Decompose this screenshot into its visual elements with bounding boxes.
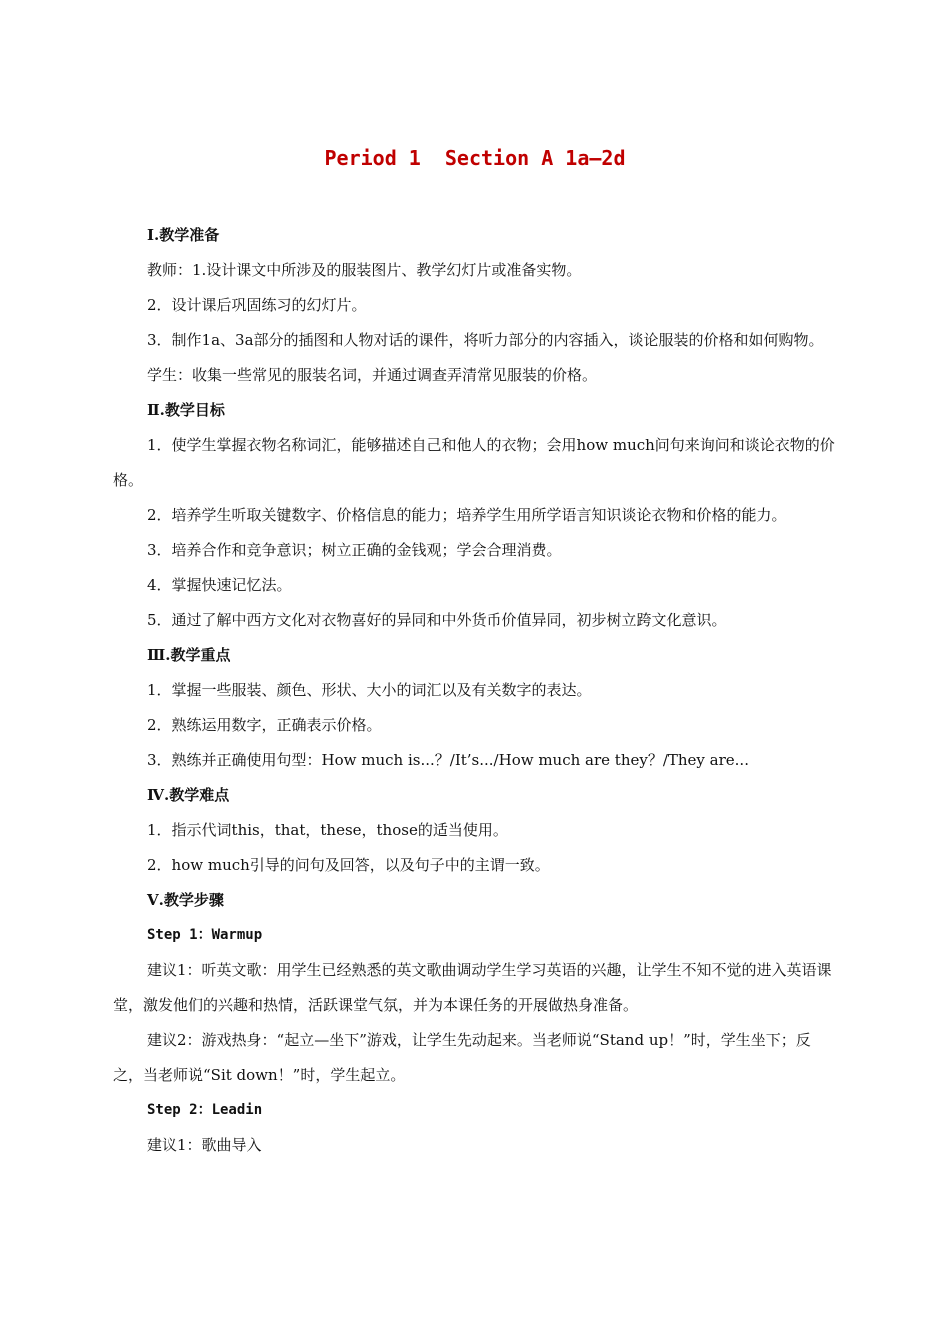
paragraph: 3．培养合作和竞争意识；树立正确的金钱观；学会合理消费。 — [147, 541, 562, 559]
step-1-label: Step 1：Warmup — [147, 927, 263, 943]
page-title: Period 1 Section A 1a—2d — [324, 146, 626, 170]
paragraph: 2．设计课后巩固练习的幻灯片。 — [147, 296, 367, 314]
paragraph: 4．掌握快速记忆法。 — [147, 576, 292, 594]
paragraph: 建议1：听英文歌：用学生已经熟悉的英文歌曲调动学生学习英语的兴趣，让学生不知不觉的进入英语课堂，激发他们的兴趣和热情，活跃课堂气氛，并为本课任务的开展做热身准备。 — [113, 961, 832, 1014]
document-body — [113, 218, 838, 1163]
section-heading-steps: Ⅴ.教学步骤 — [147, 891, 224, 909]
paragraph: 2．培养学生听取关键数字、价格信息的能力；培养学生用所学语言知识谈论衣物和价格的能力。 — [147, 506, 787, 524]
paragraph: 2．how much引导的问句及回答，以及句子中的主谓一致。 — [147, 856, 550, 874]
paragraph: 教师：1.设计课文中所涉及的服装图片、教学幻灯片或准备实物。 — [147, 261, 582, 279]
paragraph: 1．掌握一些服装、颜色、形状、大小的词汇以及有关数字的表达。 — [147, 681, 592, 699]
paragraph: 3．制作1a、3a部分的插图和人物对话的课件，将听力部分的内容插入，谈论服装的价格和如何购物。 — [147, 331, 824, 349]
section-heading-prep: Ⅰ.教学准备 — [147, 226, 220, 244]
paragraph: 1．使学生掌握衣物名称词汇，能够描述自己和他人的衣物；会用how much问句来询问和谈论衣物的价格。 — [113, 436, 835, 489]
paragraph: 3．熟练并正确使用句型：How much is...？/It’s.../How much are they？/They are... — [147, 751, 749, 769]
section-heading-key-points: Ⅲ.教学重点 — [147, 646, 231, 664]
paragraph: 5．通过了解中西方文化对衣物喜好的异同和中外货币价值异同，初步树立跨文化意识。 — [147, 611, 727, 629]
paragraph: 建议2：游戏热身：“起立—坐下”游戏，让学生先动起来。当老师说“Stand up！”时，学生坐下；反之，当老师说“Sit down！”时，学生起立。 — [113, 1031, 811, 1084]
paragraph: 2．熟练运用数字，正确表示价格。 — [147, 716, 382, 734]
paragraph: 1．指示代词this，that，these，those的适当使用。 — [147, 821, 508, 839]
paragraph: 建议1：歌曲导入 — [147, 1136, 262, 1154]
section-heading-goals: Ⅱ.教学目标 — [147, 401, 225, 419]
paragraph: 学生：收集一些常见的服装名词，并通过调查弄清常见服装的价格。 — [147, 366, 598, 384]
step-2-label: Step 2：Leadin — [147, 1102, 263, 1118]
section-heading-difficulties: Ⅳ.教学难点 — [147, 786, 230, 804]
